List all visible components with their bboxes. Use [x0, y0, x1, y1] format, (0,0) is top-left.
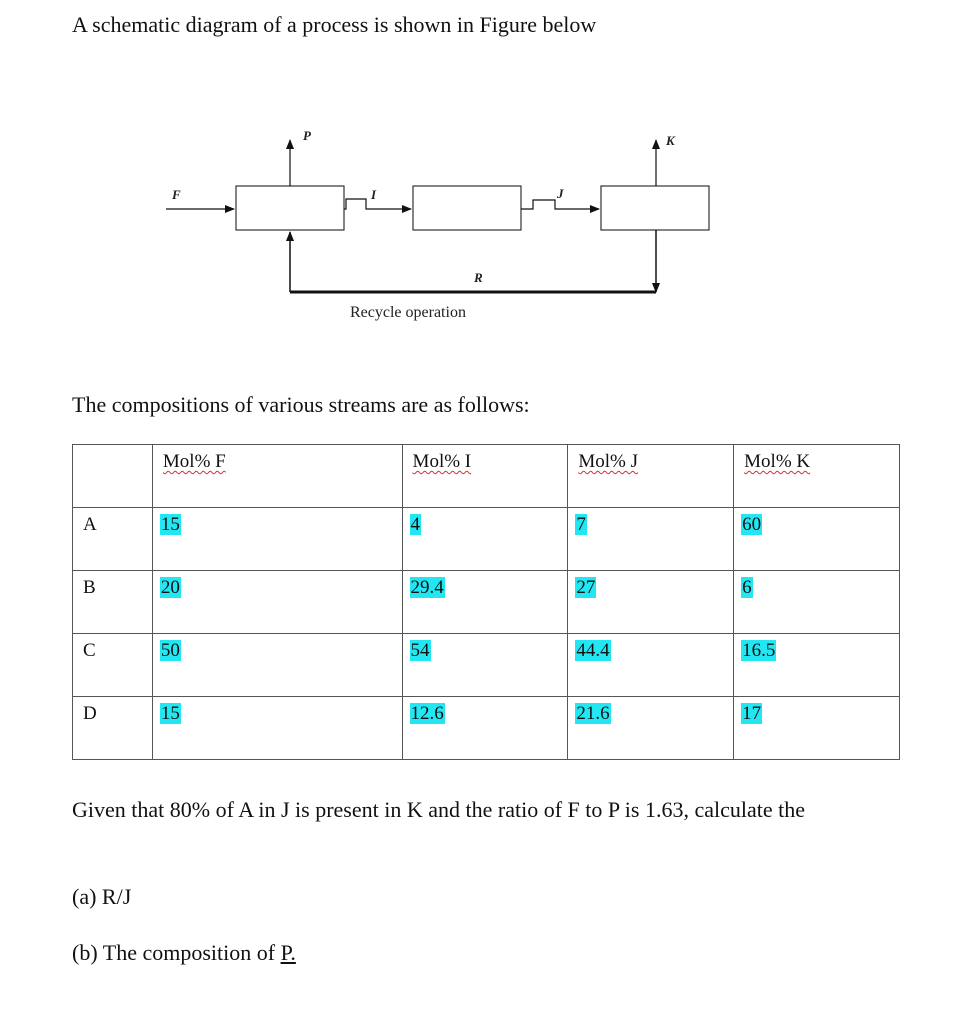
- stream-i-arrow: [344, 199, 411, 209]
- header-label: Mol% F: [162, 451, 226, 472]
- cell-value: 29.4: [410, 577, 444, 598]
- table-cell: [402, 697, 568, 760]
- part-b-underlined: P.: [280, 940, 296, 965]
- cell-value: 20: [160, 577, 180, 598]
- label-k: K: [666, 133, 675, 148]
- problem-heading: A schematic diagram of a process is shown in Figure below: [72, 12, 597, 37]
- label-p: P: [303, 128, 311, 143]
- table-header-row: [73, 445, 900, 508]
- label-r: R: [474, 270, 483, 285]
- table-cell: [568, 571, 734, 634]
- row-label: C: [73, 634, 153, 697]
- unit-box-1: [236, 186, 344, 230]
- table-cell: [152, 508, 402, 571]
- label-f: F: [172, 187, 181, 202]
- header-cell: [152, 445, 402, 508]
- table-cell: [152, 634, 402, 697]
- table-cell: [734, 508, 900, 571]
- compositions-intro: The compositions of various streams are as follows:: [72, 392, 530, 417]
- table-cell: [568, 634, 734, 697]
- diagram-caption: Recycle operation: [350, 304, 466, 321]
- cell-value: 44.4: [576, 640, 610, 661]
- stream-j-arrow: [521, 200, 599, 209]
- header-label: Mol% K: [744, 451, 811, 472]
- cell-value: 21.6: [576, 703, 610, 724]
- cell-value: 27: [576, 577, 596, 598]
- table-cell: [152, 697, 402, 760]
- header-label: Mol% I: [412, 451, 472, 472]
- question-text: Given that 80% of A in J is present in K and the ratio of F to P is 1.63, calculate the: [72, 797, 806, 822]
- cell-value: 16.5: [742, 640, 776, 661]
- table-cell: [734, 697, 900, 760]
- table-cell: [568, 697, 734, 760]
- cell-value: 4: [410, 514, 421, 535]
- process-diagram: [0, 0, 972, 340]
- cell-value: 54: [410, 640, 430, 661]
- table-row: [73, 697, 900, 760]
- cell-value: 7: [576, 514, 586, 535]
- row-label: B: [73, 571, 153, 634]
- table-cell: [402, 571, 568, 634]
- label-j: J: [557, 186, 564, 201]
- part-b-prefix: (b) The composition of: [72, 940, 281, 965]
- table-cell: [152, 571, 402, 634]
- cell-value: 12.6: [410, 703, 444, 724]
- row-label: A: [73, 508, 153, 571]
- unit-box-3: [601, 186, 709, 230]
- header-cell-empty: [73, 445, 153, 508]
- table-row: [73, 634, 900, 697]
- header-cell: [568, 445, 734, 508]
- header-cell: [734, 445, 900, 508]
- table-cell: [568, 508, 734, 571]
- cell-value: 15: [160, 703, 180, 724]
- part-a: (a) R/J: [72, 884, 132, 909]
- table-cell: [402, 508, 568, 571]
- cell-value: 17: [742, 703, 762, 724]
- cell-value: 15: [160, 514, 180, 535]
- label-i: I: [371, 187, 377, 202]
- table-row: [73, 508, 900, 571]
- cell-value: 6: [742, 577, 752, 598]
- table-cell: [734, 571, 900, 634]
- unit-box-2: [413, 186, 521, 230]
- header-cell: [402, 445, 568, 508]
- part-b: [72, 940, 296, 966]
- row-label: D: [73, 697, 153, 760]
- composition-table: [72, 444, 900, 760]
- table-cell: [402, 634, 568, 697]
- table-cell: [734, 634, 900, 697]
- cell-value: 50: [160, 640, 180, 661]
- header-label: Mol% J: [578, 451, 638, 472]
- cell-value: 60: [742, 514, 762, 535]
- table-row: [73, 571, 900, 634]
